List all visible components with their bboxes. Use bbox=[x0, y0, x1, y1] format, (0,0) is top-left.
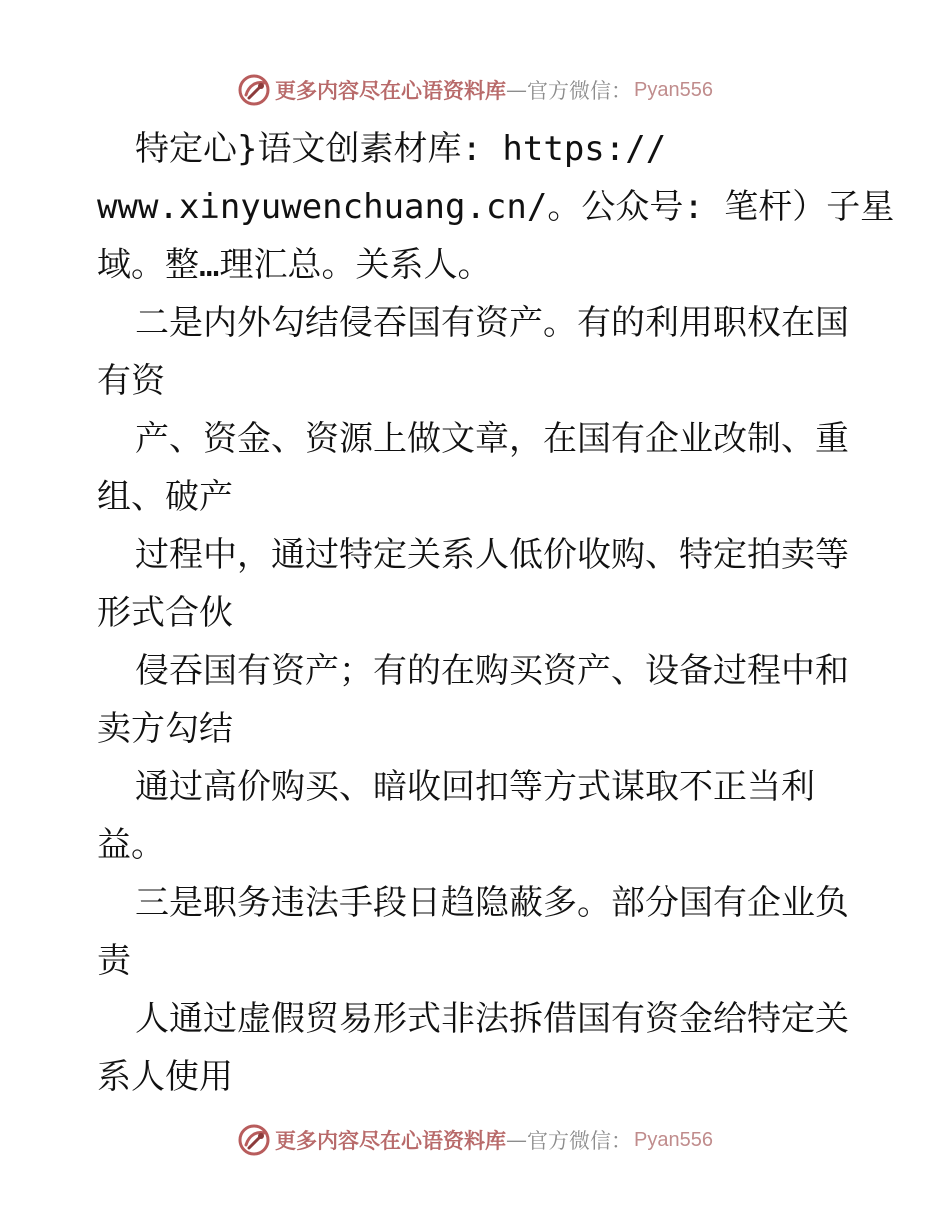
banner-promo-text: 更多内容尽在心语资料库 bbox=[275, 78, 507, 103]
text-line: 过程中，通过特定关系人低价收购、特定拍卖等 bbox=[135, 535, 849, 575]
text-line: 人通过虚假贸易形式非法拆借国有资金给特定关 bbox=[135, 999, 849, 1039]
text-line: 组、破产 bbox=[97, 477, 233, 517]
banner-official-label: 官方微信： bbox=[527, 1129, 633, 1153]
red-swirl-logo-icon bbox=[237, 1123, 271, 1157]
text-line: 形式合伙 bbox=[97, 593, 233, 633]
text-line: 有资 bbox=[97, 361, 165, 401]
text-line: 三是职务违法手段日趋隐蔽多。部分国有企业负 bbox=[135, 883, 849, 923]
banner-wechat-id: Pyan556 bbox=[634, 1128, 713, 1151]
banner-wechat-id: Pyan556 bbox=[634, 78, 713, 101]
banner-separator: — bbox=[506, 78, 528, 102]
banner-promo-text: 更多内容尽在心语资料库 bbox=[275, 1128, 507, 1153]
banner-official-label: 官方微信： bbox=[527, 79, 633, 103]
text-line: www.xinyuwenchuang.cn/。公众号: 笔杆）子星 bbox=[97, 187, 895, 227]
header-banner[interactable] bbox=[0, 70, 950, 110]
text-line: 系人使用 bbox=[97, 1057, 233, 1097]
text-line: 益。 bbox=[97, 825, 165, 865]
text-line: 侵吞国有资产；有的在购买资产、设备过程中和 bbox=[135, 651, 849, 691]
footer-banner[interactable] bbox=[0, 1120, 950, 1160]
text-line: 卖方勾结 bbox=[97, 709, 233, 749]
text-line: 通过高价购买、暗收回扣等方式谋取不正当利 bbox=[135, 767, 815, 807]
document-body bbox=[97, 120, 895, 1106]
banner-separator: — bbox=[506, 1128, 528, 1152]
red-swirl-logo-icon bbox=[237, 73, 271, 107]
text-line: 域。整…理汇总。关系人。 bbox=[97, 245, 492, 285]
text-line: 二是内外勾结侵吞国有资产。有的利用职权在国 bbox=[135, 303, 849, 343]
text-line: 产、资金、资源上做文章，在国有企业改制、重 bbox=[135, 419, 849, 459]
text-line: 特定心}语文创素材库: https:// bbox=[135, 129, 667, 169]
text-line: 责 bbox=[97, 941, 131, 981]
